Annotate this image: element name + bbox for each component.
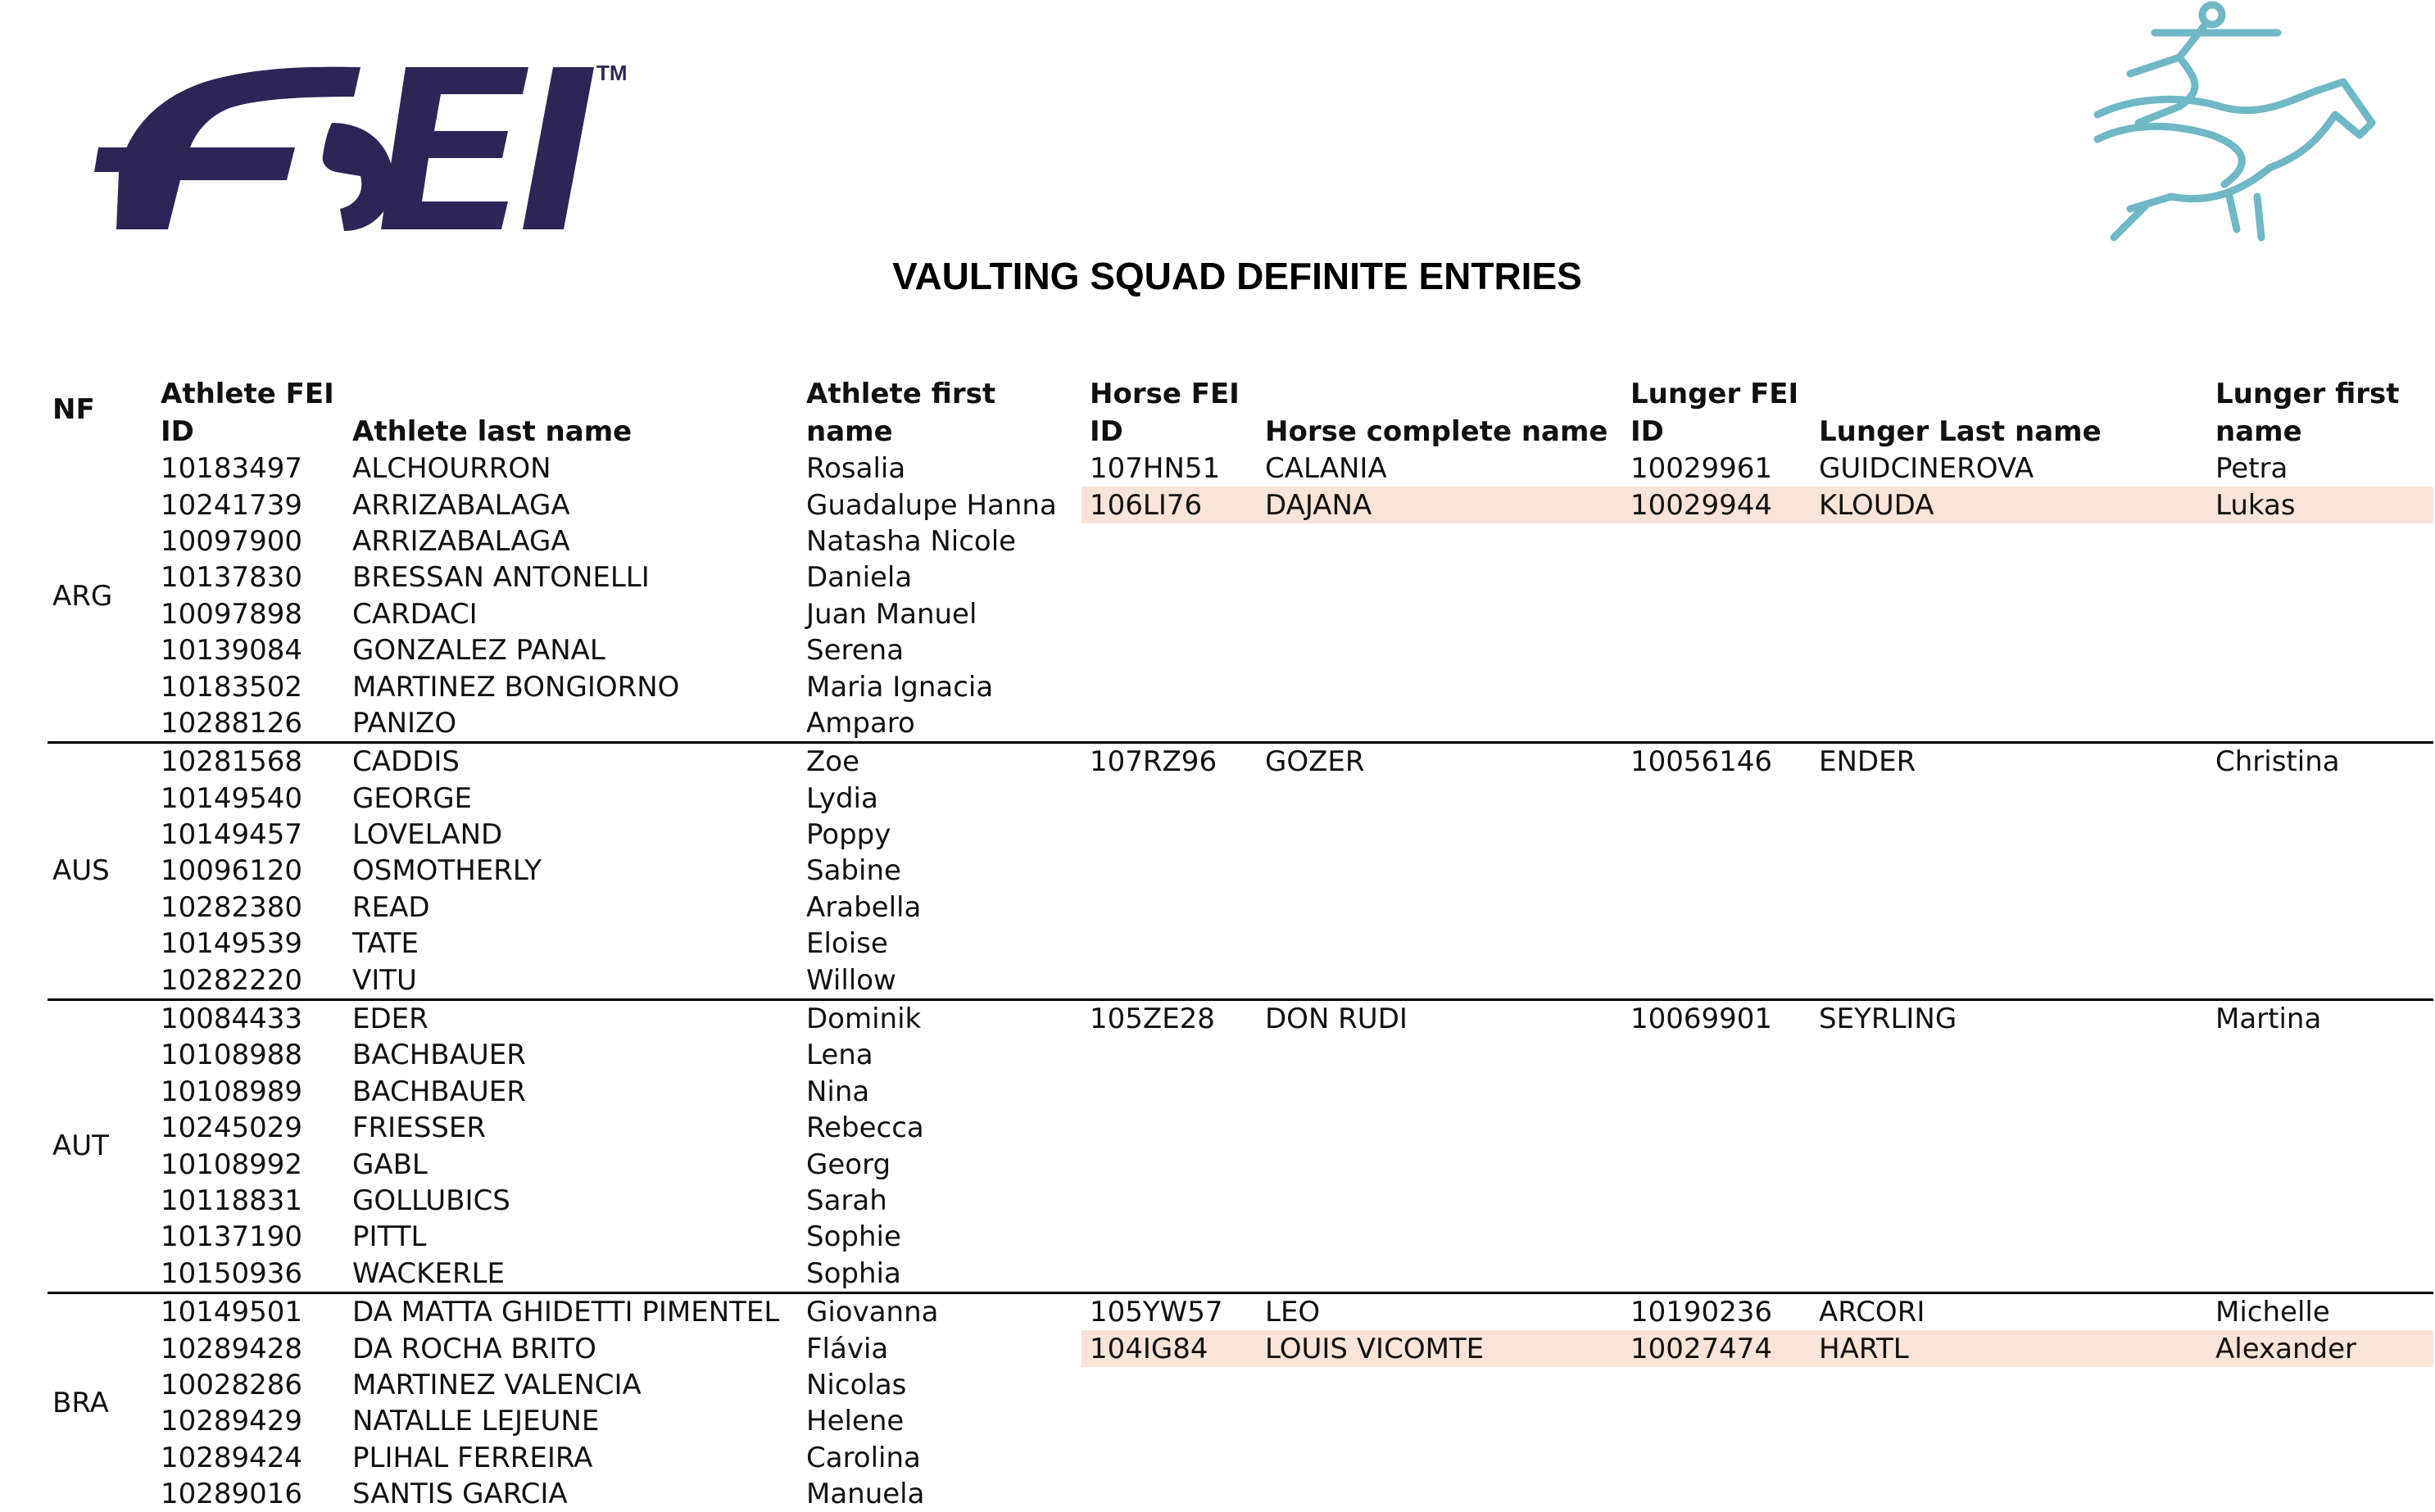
- athlete-last-name: EDER: [344, 999, 798, 1037]
- table-row: [48, 1256, 2433, 1293]
- table-row: [48, 668, 2433, 704]
- horse-fei-id: [1081, 1403, 1257, 1439]
- athlete-last-name: BACHBAUER: [352, 1075, 526, 1108]
- athlete-fei-id: 10183497: [161, 452, 303, 486]
- horse-fei-id: 105YW57: [1081, 1292, 1257, 1330]
- lunger-fei-id: [1622, 1037, 1811, 1073]
- athlete-first-name: Arabella: [806, 890, 922, 924]
- lunger-first-name: [2207, 1403, 2433, 1439]
- athlete-fei-id: 10139084: [161, 634, 303, 668]
- lunger-last-name: [1811, 1037, 2207, 1073]
- athlete-last-name: GOLLUBICS: [352, 1184, 510, 1217]
- horse-complete-name: [1257, 705, 1622, 743]
- lunger-first-name: [2207, 596, 2433, 632]
- lunger-last-name: [1811, 926, 2207, 962]
- vaulting-horse-icon: [2081, 0, 2409, 270]
- lunger-first-name: Christina: [2207, 743, 2433, 781]
- horse-complete-name: [1257, 668, 1622, 704]
- athlete-last-name: BRESSAN ANTONELLI: [352, 561, 650, 595]
- horse-fei-id: [1081, 1367, 1257, 1403]
- lunger-fei-id: [1622, 1146, 1811, 1182]
- header-nf: NF: [52, 393, 95, 426]
- table-row: [48, 1146, 2433, 1182]
- athlete-last-name: GEORGE: [352, 781, 473, 815]
- lunger-fei-id: [1622, 1256, 1811, 1293]
- table-row: [48, 1110, 2433, 1146]
- athlete-first-name: Helene: [806, 1405, 905, 1438]
- table-row: [48, 450, 2433, 487]
- lunger-last-name: [1811, 962, 2207, 999]
- athlete-fei-id: 10150936: [161, 1256, 303, 1290]
- athlete-first-name: Daniela: [806, 561, 913, 595]
- athlete-first-name: Rebecca: [806, 1111, 924, 1145]
- horse-complete-name: [1257, 781, 1622, 817]
- lunger-fei-id: [1622, 668, 1811, 704]
- athlete-fei-id: 10108989: [161, 1075, 303, 1108]
- athlete-first-name: Juan Manuel: [806, 597, 977, 631]
- horse-complete-name: [1257, 1183, 1622, 1219]
- horse-complete-name: [1257, 1256, 1622, 1293]
- table-row: [48, 1330, 2433, 1366]
- horse-complete-name: [1257, 1037, 1622, 1073]
- table-row: [48, 890, 2433, 926]
- lunger-first-name: Petra: [2215, 452, 2288, 486]
- lunger-first-name: [2207, 1146, 2433, 1182]
- athlete-last-name: TATE: [352, 927, 419, 961]
- lunger-fei-id: [1622, 1074, 1811, 1110]
- lunger-last-name: SEYRLING: [1811, 999, 2207, 1037]
- lunger-first-name: [2207, 1367, 2433, 1403]
- athlete-first-name: Dominik: [798, 999, 1081, 1037]
- lunger-fei-id: [1622, 962, 1811, 999]
- lunger-first-name: [2207, 1183, 2433, 1219]
- athlete-first-name: Serena: [806, 634, 905, 668]
- lunger-first-name: Michelle: [2207, 1292, 2433, 1330]
- athlete-fei-id: 10137190: [161, 1220, 303, 1254]
- lunger-first-name: [2207, 1256, 2433, 1293]
- athlete-fei-id: 10149540: [161, 781, 303, 815]
- nf-cell: ARG: [52, 579, 113, 613]
- athlete-first-name: Amparo: [806, 706, 915, 740]
- athlete-fei-id: 10097898: [161, 597, 303, 631]
- lunger-fei-id: 10190236: [1622, 1292, 1811, 1330]
- horse-fei-id: 105ZE28: [1081, 999, 1257, 1037]
- lunger-fei-id: [1622, 1219, 1811, 1255]
- table-row: [48, 596, 2433, 632]
- horse-complete-name: [1257, 1110, 1622, 1146]
- table-row: [48, 523, 2433, 559]
- athlete-first-name: Nicolas: [806, 1368, 907, 1401]
- athlete-first-name: Willow: [806, 963, 896, 997]
- header-lunger-first-name: Lunger first name: [2215, 378, 2400, 448]
- lunger-last-name: HARTL: [1811, 1330, 2207, 1366]
- header-athlete-fei-id: Athlete FEI ID: [161, 378, 334, 448]
- athlete-last-name: PANIZO: [352, 706, 457, 740]
- lunger-first-name: [2207, 632, 2433, 668]
- table-row: [48, 1403, 2433, 1439]
- athlete-fei-id: 10149539: [161, 927, 303, 961]
- lunger-first-name: [2207, 962, 2433, 999]
- horse-fei-id: [1081, 1074, 1257, 1110]
- lunger-fei-id: 10029961: [1630, 452, 1773, 486]
- athlete-fei-id: 10282220: [161, 963, 303, 997]
- lunger-fei-id: 10027474: [1622, 1330, 1811, 1366]
- horse-fei-id: 106LI76: [1081, 487, 1257, 523]
- athlete-first-name: Manuela: [806, 1478, 925, 1511]
- lunger-last-name: [1811, 1110, 2207, 1146]
- horse-complete-name: [1257, 926, 1622, 962]
- athlete-last-name: VITU: [352, 963, 417, 997]
- athlete-last-name: ALCHOURRON: [352, 452, 551, 486]
- header-athlete-first-name: Athlete first name: [806, 378, 996, 448]
- lunger-fei-id: [1622, 596, 1811, 632]
- athlete-first-name: Guadalupe Hanna: [806, 488, 1057, 522]
- lunger-last-name: [1811, 705, 2207, 743]
- athlete-first-name: Lydia: [806, 781, 878, 815]
- table-row: [48, 1183, 2433, 1219]
- athlete-last-name: PITTL: [352, 1220, 427, 1254]
- horse-complete-name: [1257, 853, 1622, 889]
- horse-complete-name: [1257, 596, 1622, 632]
- lunger-last-name: ARCORI: [1811, 1292, 2207, 1330]
- athlete-first-name: Giovanna: [798, 1292, 1081, 1330]
- athlete-last-name: ARRIZABALAGA: [352, 524, 570, 558]
- table-row: [48, 743, 2433, 781]
- horse-fei-id: [1081, 705, 1257, 743]
- athlete-first-name: Eloise: [806, 927, 888, 961]
- lunger-last-name: [1811, 817, 2207, 853]
- table-row: [48, 1440, 2433, 1476]
- lunger-first-name: [2207, 1074, 2433, 1110]
- horse-fei-id: [1081, 559, 1257, 595]
- lunger-fei-id: [1622, 926, 1811, 962]
- athlete-first-name: Sophie: [806, 1220, 901, 1254]
- lunger-fei-id: 10056146: [1622, 743, 1811, 781]
- lunger-first-name: [2207, 1476, 2433, 1512]
- athlete-fei-id: 10118831: [161, 1184, 303, 1217]
- horse-fei-id: [1081, 1440, 1257, 1476]
- lunger-first-name: [2207, 523, 2433, 559]
- athlete-last-name: FRIESSER: [352, 1111, 486, 1145]
- athlete-fei-id: 10028286: [161, 1368, 303, 1401]
- table-row: [48, 1292, 2433, 1330]
- athlete-fei-id: 10096120: [161, 854, 303, 888]
- athlete-fei-id: 10149501: [152, 1292, 344, 1330]
- lunger-last-name: [1811, 632, 2207, 668]
- table-row: [48, 705, 2433, 743]
- horse-complete-name: LOUIS VICOMTE: [1257, 1330, 1622, 1366]
- lunger-fei-id: [1622, 1183, 1811, 1219]
- horse-complete-name: [1257, 1403, 1622, 1439]
- lunger-last-name: [1811, 781, 2207, 817]
- lunger-first-name: [2207, 817, 2433, 853]
- athlete-last-name: GONZALEZ PANAL: [352, 634, 605, 668]
- athlete-first-name: Lena: [806, 1039, 873, 1072]
- lunger-first-name: [2207, 853, 2433, 889]
- fei-logo: [49, 8, 672, 254]
- header-athlete-last-name: Athlete last name: [352, 415, 633, 448]
- horse-complete-name: [1257, 523, 1622, 559]
- lunger-first-name: [2207, 668, 2433, 704]
- athlete-last-name: NATALLE LEJEUNE: [352, 1405, 600, 1438]
- lunger-fei-id: [1622, 1367, 1811, 1403]
- horse-fei-id: [1081, 1183, 1257, 1219]
- athlete-first-name: Zoe: [798, 743, 1081, 781]
- athlete-last-name: BACHBAUER: [352, 1039, 526, 1072]
- table-row: [48, 1367, 2433, 1403]
- athlete-last-name: CADDIS: [344, 743, 798, 781]
- lunger-fei-id: [1622, 559, 1811, 595]
- horse-fei-id: [1081, 632, 1257, 668]
- header-horse-fei-id: Horse FEI ID: [1090, 378, 1240, 448]
- horse-complete-name: [1257, 559, 1622, 595]
- athlete-last-name: MARTINEZ VALENCIA: [352, 1368, 642, 1401]
- lunger-first-name: Lukas: [2207, 487, 2433, 523]
- entries-body: [48, 450, 2433, 1512]
- athlete-first-name: Carolina: [806, 1441, 921, 1474]
- table-row: [48, 962, 2433, 999]
- athlete-first-name: Sabine: [806, 854, 901, 888]
- table-row: [48, 487, 2433, 523]
- table-row: [48, 1476, 2433, 1512]
- athlete-last-name: DA ROCHA BRITO: [352, 1332, 596, 1365]
- athlete-last-name: DA MATTA GHIDETTI PIMENTEL: [344, 1292, 798, 1330]
- lunger-last-name: [1811, 1476, 2207, 1512]
- lunger-fei-id: [1622, 853, 1811, 889]
- athlete-fei-id: 10245029: [161, 1111, 303, 1145]
- lunger-last-name: [1811, 1183, 2207, 1219]
- header-lunger-last-name: Lunger Last name: [1819, 415, 2102, 448]
- lunger-first-name: Martina: [2207, 999, 2433, 1037]
- athlete-first-name: Nina: [806, 1075, 870, 1108]
- horse-fei-id: [1081, 817, 1257, 853]
- lunger-fei-id: [1622, 1440, 1811, 1476]
- lunger-first-name: [2207, 890, 2433, 926]
- horse-complete-name: DAJANA: [1257, 487, 1622, 523]
- svg-text:TM: TM: [596, 61, 628, 85]
- athlete-fei-id: 10108992: [161, 1148, 303, 1181]
- athlete-first-name: Maria Ignacia: [806, 670, 994, 704]
- lunger-first-name: [2207, 1037, 2433, 1073]
- lunger-last-name: [1811, 853, 2207, 889]
- lunger-last-name: GUIDCINEROVA: [1819, 452, 2034, 486]
- table-row: [48, 559, 2433, 595]
- nf-cell: AUT: [48, 999, 152, 1292]
- horse-complete-name: [1257, 890, 1622, 926]
- horse-fei-id: 104IG84: [1081, 1330, 1257, 1366]
- horse-complete-name: [1257, 632, 1622, 668]
- athlete-first-name: Flávia: [806, 1332, 889, 1365]
- page-title: VAULTING SQUAD DEFINITE ENTRIES: [892, 255, 1582, 297]
- nf-cell: AUS: [48, 743, 152, 1000]
- lunger-last-name: ENDER: [1811, 743, 2207, 781]
- athlete-last-name: WACKERLE: [352, 1256, 505, 1290]
- lunger-last-name: [1811, 559, 2207, 595]
- lunger-last-name: [1811, 1219, 2207, 1255]
- lunger-last-name: KLOUDA: [1811, 487, 2207, 523]
- nf-cell: BRA: [48, 1292, 152, 1512]
- lunger-first-name: [2207, 1110, 2433, 1146]
- horse-fei-id: 107RZ96: [1081, 743, 1257, 781]
- athlete-last-name: LOVELAND: [352, 818, 503, 852]
- athlete-fei-id: 10288126: [161, 706, 303, 740]
- header-lunger-fei-id: Lunger FEI ID: [1630, 378, 1799, 448]
- horse-fei-id: [1081, 1037, 1257, 1073]
- lunger-last-name: [1811, 1440, 2207, 1476]
- lunger-first-name: [2207, 1219, 2433, 1255]
- lunger-last-name: [1811, 596, 2207, 632]
- horse-fei-id: [1081, 781, 1257, 817]
- lunger-last-name: [1811, 1256, 2207, 1293]
- horse-complete-name: [1257, 1476, 1622, 1512]
- athlete-last-name: SANTIS GARCIA: [352, 1478, 568, 1511]
- athlete-fei-id: 10097900: [161, 524, 303, 558]
- horse-complete-name: DON RUDI: [1257, 999, 1622, 1037]
- lunger-first-name: [2207, 559, 2433, 595]
- lunger-first-name: [2207, 1440, 2433, 1476]
- table-row: [48, 632, 2433, 668]
- lunger-first-name: [2207, 781, 2433, 817]
- lunger-fei-id: [1622, 890, 1811, 926]
- lunger-fei-id: 10029944: [1622, 487, 1811, 523]
- lunger-last-name: [1811, 668, 2207, 704]
- entries-table: [48, 369, 2433, 1512]
- lunger-fei-id: [1622, 523, 1811, 559]
- lunger-last-name: [1811, 1367, 2207, 1403]
- horse-fei-id: [1081, 1110, 1257, 1146]
- athlete-fei-id: 10241739: [161, 488, 303, 522]
- athlete-last-name: READ: [352, 890, 430, 924]
- lunger-fei-id: [1622, 1403, 1811, 1439]
- athlete-fei-id: 10281568: [152, 743, 344, 781]
- horse-complete-name: GOZER: [1257, 743, 1622, 781]
- horse-fei-id: [1081, 1256, 1257, 1293]
- athlete-fei-id: 10289424: [161, 1441, 303, 1474]
- athlete-fei-id: 10149457: [161, 818, 303, 852]
- athlete-last-name: OSMOTHERLY: [352, 854, 542, 888]
- athlete-last-name: ARRIZABALAGA: [352, 488, 570, 522]
- header-horse-complete-name: Horse complete name: [1265, 415, 1608, 448]
- horse-complete-name: [1257, 1146, 1622, 1182]
- horse-fei-id: [1081, 523, 1257, 559]
- athlete-fei-id: 10282380: [161, 890, 303, 924]
- horse-fei-id: [1081, 1476, 1257, 1512]
- athlete-first-name: Georg: [806, 1148, 891, 1181]
- table-row: [48, 1219, 2433, 1255]
- athlete-first-name: Sophia: [806, 1256, 901, 1290]
- horse-fei-id: [1081, 1219, 1257, 1255]
- horse-fei-id: [1081, 853, 1257, 889]
- athlete-fei-id: 10289429: [161, 1405, 303, 1438]
- lunger-first-name: Alexander: [2207, 1330, 2433, 1366]
- horse-complete-name: CALANIA: [1265, 452, 1387, 486]
- lunger-fei-id: 10069901: [1622, 999, 1811, 1037]
- athlete-fei-id: 10137830: [161, 561, 303, 595]
- table-row: [48, 817, 2433, 853]
- lunger-fei-id: [1622, 1110, 1811, 1146]
- horse-complete-name: [1257, 962, 1622, 999]
- lunger-last-name: [1811, 1403, 2207, 1439]
- horse-complete-name: [1257, 1219, 1622, 1255]
- horse-fei-id: [1081, 1146, 1257, 1182]
- athlete-first-name: Sarah: [806, 1184, 887, 1217]
- horse-complete-name: [1257, 1440, 1622, 1476]
- horse-fei-id: 107HN51: [1090, 452, 1221, 486]
- athlete-last-name: PLIHAL FERREIRA: [352, 1441, 593, 1474]
- lunger-last-name: [1811, 523, 2207, 559]
- horse-complete-name: [1257, 1074, 1622, 1110]
- horse-fei-id: [1081, 962, 1257, 999]
- table-row: [48, 1037, 2433, 1073]
- header-row: [48, 369, 2433, 450]
- horse-fei-id: [1081, 926, 1257, 962]
- lunger-last-name: [1811, 1074, 2207, 1110]
- table-row: [48, 1074, 2433, 1110]
- athlete-fei-id: 10289016: [161, 1478, 303, 1511]
- lunger-fei-id: [1622, 705, 1811, 743]
- athlete-last-name: MARTINEZ BONGIORNO: [352, 670, 680, 704]
- horse-fei-id: [1081, 596, 1257, 632]
- athlete-first-name: Poppy: [806, 818, 891, 852]
- horse-fei-id: [1081, 890, 1257, 926]
- lunger-last-name: [1811, 890, 2207, 926]
- lunger-fei-id: [1622, 817, 1811, 853]
- horse-fei-id: [1081, 668, 1257, 704]
- horse-complete-name: LEO: [1257, 1292, 1622, 1330]
- athlete-first-name: Rosalia: [806, 452, 906, 486]
- athlete-fei-id: 10108988: [161, 1039, 303, 1072]
- lunger-fei-id: [1622, 632, 1811, 668]
- horse-complete-name: [1257, 1367, 1622, 1403]
- athlete-first-name: Natasha Nicole: [806, 524, 1017, 558]
- table-row: [48, 999, 2433, 1037]
- lunger-last-name: [1811, 1146, 2207, 1182]
- lunger-fei-id: [1622, 781, 1811, 817]
- athlete-fei-id: 10084433: [152, 999, 344, 1037]
- horse-complete-name: [1257, 817, 1622, 853]
- athlete-fei-id: 10289428: [161, 1332, 303, 1365]
- table-row: [48, 853, 2433, 889]
- table-row: [48, 781, 2433, 817]
- athlete-last-name: CARDACI: [352, 597, 478, 631]
- lunger-first-name: [2207, 705, 2433, 743]
- athlete-last-name: GABL: [352, 1148, 428, 1181]
- table-row: [48, 926, 2433, 962]
- athlete-fei-id: 10183502: [161, 670, 303, 704]
- lunger-fei-id: [1622, 1476, 1811, 1512]
- lunger-first-name: [2207, 926, 2433, 962]
